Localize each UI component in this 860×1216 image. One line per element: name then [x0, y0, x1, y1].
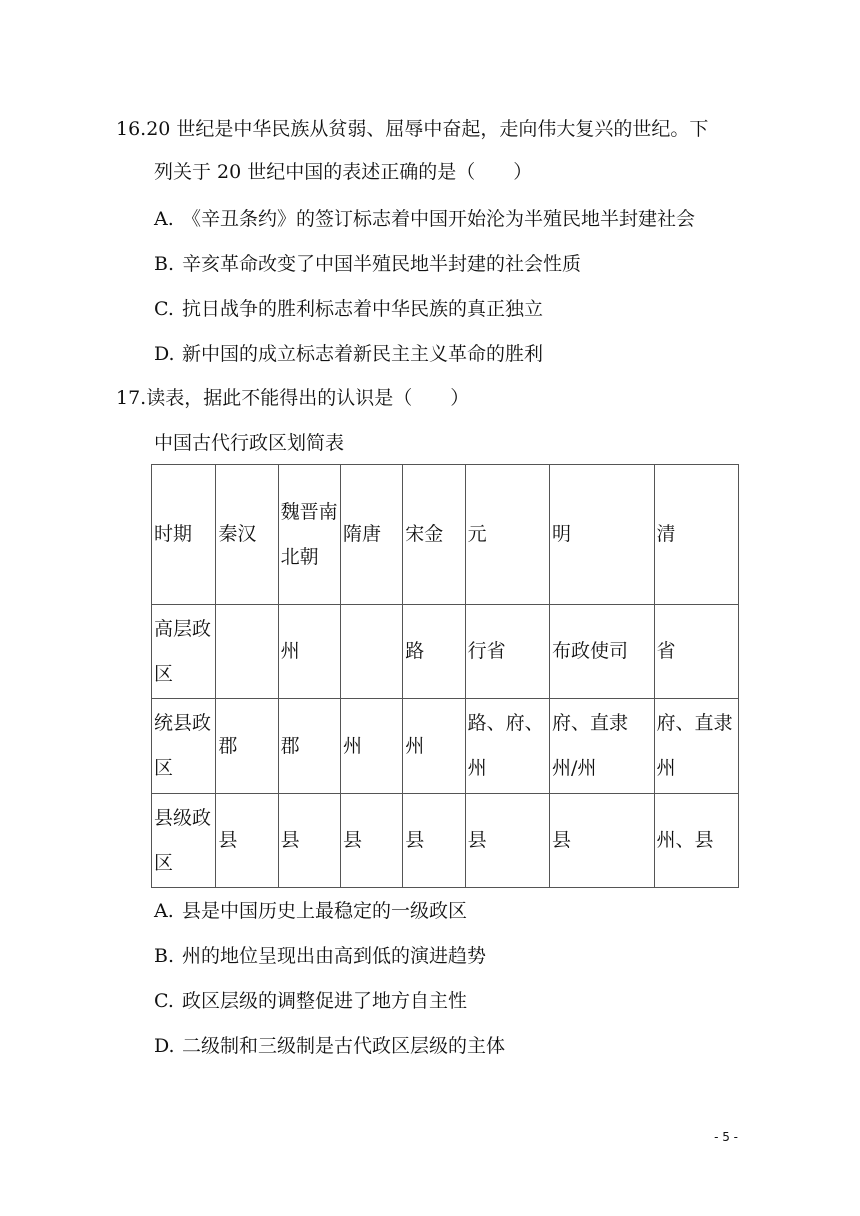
- option-letter: C.: [154, 990, 174, 1012]
- option-letter: D.: [154, 343, 175, 365]
- table-header-cell: 明: [550, 465, 655, 605]
- q16-stem-text-1: 20 世纪是中华民族从贫弱、屈辱中奋起，走向伟大复兴的世纪。下: [146, 118, 709, 140]
- q16-option-a: [154, 206, 695, 232]
- admin-division-table: [151, 464, 739, 888]
- table-row: [152, 699, 739, 794]
- q16-stem-line1: [116, 116, 708, 142]
- table-cell: 路: [403, 605, 465, 699]
- table-cell: 统县政区: [152, 699, 216, 794]
- table-cell: 县: [550, 794, 655, 888]
- q16-stem-line2: 列关于 20 世纪中国的表述正确的是（ ）: [154, 161, 533, 183]
- table-cell: 路、府、州: [465, 699, 549, 794]
- q17-number: 17.: [116, 387, 147, 409]
- option-text: 州的地位呈现出由高到低的演进趋势: [182, 945, 487, 967]
- table-cell: [216, 605, 278, 699]
- q17-option-a: [154, 898, 467, 924]
- table-header-cell: 时期: [152, 465, 216, 605]
- table-header-cell: 清: [654, 465, 738, 605]
- q17-table-title: 中国古代行政区划简表: [154, 432, 345, 454]
- option-letter: A.: [154, 900, 174, 922]
- table-cell: 布政使司: [550, 605, 655, 699]
- table-cell: 县级政区: [152, 794, 216, 888]
- q16-option-b: [154, 251, 581, 277]
- q16-option-d: [154, 341, 543, 367]
- table-header-cell: 隋唐: [340, 465, 402, 605]
- option-letter: B.: [154, 253, 175, 275]
- option-text: 《辛丑条约》的签订标志着中国开始沦为半殖民地半封建社会: [182, 208, 696, 230]
- table-cell: 州、县: [654, 794, 738, 888]
- option-text: 政区层级的调整促进了地方自主性: [182, 990, 468, 1012]
- option-text: 县是中国历史上最稳定的一级政区: [182, 900, 468, 922]
- table-header-cell: 秦汉: [216, 465, 278, 605]
- table-cell: 州: [403, 699, 465, 794]
- table-cell: 州: [340, 699, 402, 794]
- table-cell: 郡: [216, 699, 278, 794]
- table-cell: 省: [654, 605, 738, 699]
- q16-option-c: [154, 296, 543, 322]
- table-row: [152, 605, 739, 699]
- option-text: 抗日战争的胜利标志着中华民族的真正独立: [182, 298, 544, 320]
- table-cell: 县: [340, 794, 402, 888]
- q17-stem: [116, 385, 469, 411]
- q17-stem-text: 读表，据此不能得出的认识是（ ）: [146, 387, 470, 409]
- table-cell: 县: [278, 794, 340, 888]
- table-header-cell: 元: [465, 465, 549, 605]
- table-cell: 县: [465, 794, 549, 888]
- table-header-cell: 魏晋南北朝: [278, 465, 340, 605]
- table-header-cell: 宋金: [403, 465, 465, 605]
- table-cell: 府、直隶州/州: [550, 699, 655, 794]
- option-letter: D.: [154, 1035, 175, 1057]
- page-number: - 5 -: [714, 1130, 738, 1144]
- table-header-row: [152, 465, 739, 605]
- q17-option-d: [154, 1033, 505, 1059]
- option-letter: B.: [154, 945, 175, 967]
- option-text: 新中国的成立标志着新民主主义革命的胜利: [182, 343, 544, 365]
- q16-number: 16.: [116, 118, 147, 140]
- option-text: 二级制和三级制是古代政区层级的主体: [182, 1035, 506, 1057]
- table-cell: 州: [278, 605, 340, 699]
- q17-option-b: [154, 943, 486, 969]
- table-cell: 郡: [278, 699, 340, 794]
- table-cell: 府、直隶州: [654, 699, 738, 794]
- q17-option-c: [154, 988, 467, 1014]
- option-letter: A.: [154, 208, 174, 230]
- table-row: [152, 794, 739, 888]
- table-cell: 高层政区: [152, 605, 216, 699]
- option-letter: C.: [154, 298, 174, 320]
- table-cell: 县: [403, 794, 465, 888]
- table-cell: [340, 605, 402, 699]
- table-cell: 行省: [465, 605, 549, 699]
- table-cell: 县: [216, 794, 278, 888]
- option-text: 辛亥革命改变了中国半殖民地半封建的社会性质: [182, 253, 582, 275]
